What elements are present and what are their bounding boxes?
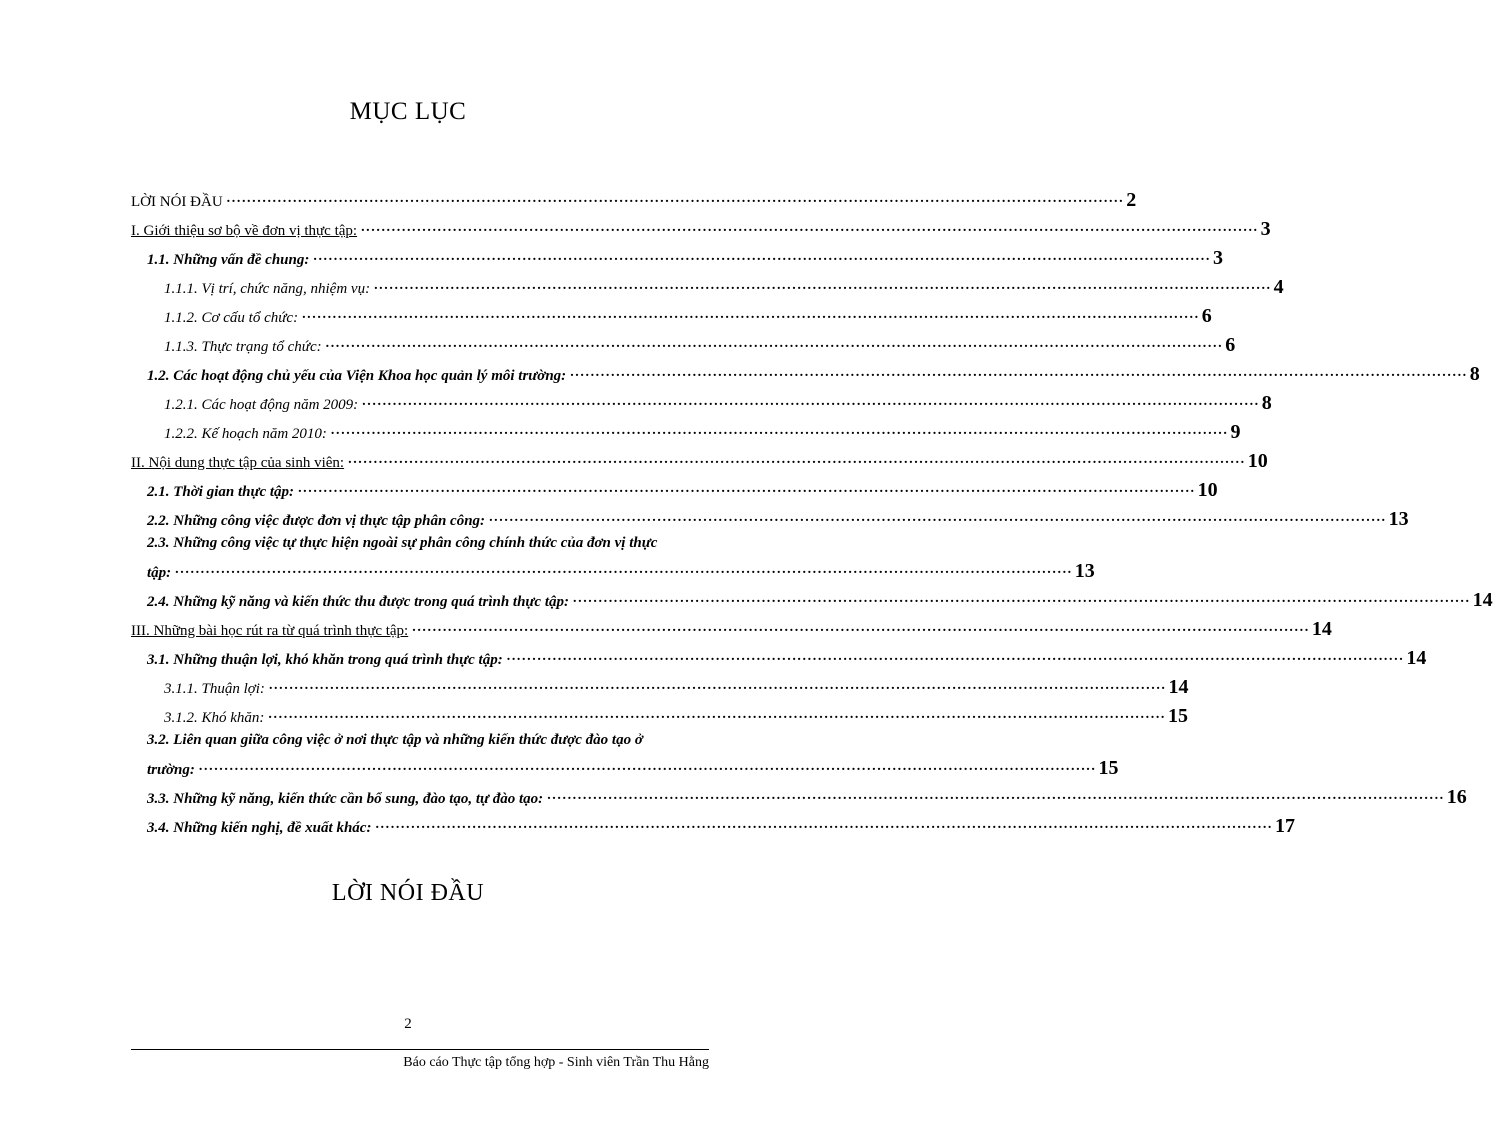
toc-entry-text-line1: 2.3. Những công việc tự thực hiện ngoài sự phân công chính thức của đơn vị thực: [147, 535, 658, 551]
toc-page-number: 14: [1168, 676, 1189, 698]
toc-entry-text: 2.2. Những công việc được đơn vị thực tập phân công:: [147, 513, 486, 529]
toc-entry-text: 1.1.2. Cơ cấu tổ chức:: [164, 310, 299, 326]
toc-entry-3-4[interactable]: [131, 808, 1296, 837]
dot-leader: [199, 759, 1097, 775]
dot-leader: [507, 649, 1405, 665]
toc-entry-loi-noi-dau[interactable]: [131, 182, 1137, 211]
toc-entry-part-2[interactable]: [131, 443, 1268, 472]
dot-leader: [547, 788, 1445, 804]
toc-title: MỤC LỤC: [349, 98, 467, 125]
dot-leader: [362, 394, 1260, 410]
toc-page-number: 15: [1098, 757, 1119, 779]
dot-leader: [573, 591, 1471, 607]
dot-leader: [361, 220, 1259, 236]
toc-page-number: 10: [1197, 479, 1218, 501]
toc-entry-text: II. Nội dung thực tập của sinh viên:: [131, 455, 345, 471]
toc-page-number: 3: [1260, 218, 1271, 240]
toc-entry-1-1-1[interactable]: [131, 269, 1284, 298]
toc-entry-text-line2: trường:: [147, 762, 195, 778]
dot-leader: [412, 620, 1310, 636]
toc-entry-text-line2: tập:: [147, 565, 172, 581]
dot-leader: [326, 336, 1224, 352]
toc-entry-1-2-1[interactable]: [131, 385, 1272, 414]
dot-leader: [298, 481, 1196, 497]
toc-page-number: 3: [1212, 247, 1223, 269]
toc-entry-2-2[interactable]: [131, 501, 1409, 530]
toc-page-number: 6: [1225, 334, 1236, 356]
dot-leader: [570, 365, 1468, 381]
toc-page-number: 16: [1446, 786, 1467, 808]
toc-page-number: 15: [1168, 705, 1189, 727]
toc-entry-text: 2.1. Thời gian thực tập:: [147, 484, 295, 500]
toc-page-number: 6: [1201, 305, 1212, 327]
dot-leader: [348, 452, 1246, 468]
toc-page-number: 8: [1469, 363, 1480, 385]
dot-leader: [374, 278, 1272, 294]
toc-entry-text: 1.1. Những vấn đề chung:: [147, 252, 310, 268]
toc-entry-text-line1: 3.2. Liên quan giữa công việc ở nơi thực tập và những kiến thức được đào tạo ở: [147, 732, 643, 748]
toc-entry-1-2-2[interactable]: [131, 414, 1241, 443]
dot-leader: [227, 191, 1125, 207]
section-heading: LỜI NÓI ĐẦU: [331, 880, 485, 906]
toc-entry-text: III. Những bài học rút ra từ quá trình thực tập:: [131, 623, 409, 639]
toc-entry-text: 1.2.1. Các hoạt động năm 2009:: [164, 397, 359, 413]
toc-entry-1-2[interactable]: [131, 356, 1480, 385]
dot-leader: [175, 562, 1073, 578]
toc-entry-2-1[interactable]: [131, 472, 1218, 501]
toc-entry-text: 1.1.3. Thực trạng tổ chức:: [164, 339, 322, 355]
toc-entry-2-3[interactable]: [131, 530, 1095, 582]
toc-page-number: 2: [1126, 189, 1137, 211]
toc-page-number: 14: [1406, 647, 1427, 669]
toc-entry-text: LỜI NÓI ĐẦU: [131, 194, 223, 210]
toc-page-number: 17: [1275, 815, 1296, 837]
toc-entry-text: 2.4. Những kỹ năng và kiến thức thu được trong quá trình thực tập:: [147, 594, 569, 610]
toc-page-number: 8: [1261, 392, 1272, 414]
toc-entry-text: 1.2. Các hoạt động chủ yếu của Viện Khoa học quản lý môi trường:: [147, 368, 567, 384]
dot-leader: [489, 510, 1387, 526]
dot-leader: [331, 423, 1229, 439]
toc-entry-3-3[interactable]: [131, 779, 1467, 808]
toc-entry-part-1[interactable]: [131, 211, 1271, 240]
toc-entry-text: 3.3. Những kỹ năng, kiến thức cần bổ sung, đào tạo, tự đào tạo:: [147, 791, 544, 807]
footer-text: Báo cáo Thực tập tổng hợp - Sinh viên Trần Thu Hằng: [403, 1055, 709, 1070]
toc-entry-1-1-2[interactable]: [131, 298, 1212, 327]
toc-entry-1-1-3[interactable]: [131, 327, 1236, 356]
toc-entry-3-1-2[interactable]: [131, 698, 1189, 727]
page-number: 2: [404, 1016, 412, 1032]
toc-entry-3-2[interactable]: [131, 727, 1119, 779]
toc-entry-1-1[interactable]: [131, 240, 1223, 269]
toc-entry-text: 3.1.1. Thuận lợi:: [164, 681, 265, 697]
toc-entry-3-1[interactable]: [131, 640, 1427, 669]
toc-entry-text: 1.2.2. Kế hoạch năm 2010:: [164, 426, 327, 442]
table-of-contents: [131, 182, 1493, 837]
toc-page-number: 10: [1247, 450, 1268, 472]
toc-entry-part-3[interactable]: [131, 611, 1332, 640]
dot-leader: [268, 707, 1166, 723]
dot-leader: [269, 678, 1167, 694]
toc-entry-text: 3.1.2. Khó khăn:: [164, 710, 265, 726]
toc-page-number: 14: [1311, 618, 1332, 640]
dot-leader: [313, 249, 1211, 265]
toc-entry-text: 1.1.1. Vị trí, chức năng, nhiệm vụ:: [164, 281, 371, 297]
dot-leader: [302, 307, 1200, 323]
toc-entry-text: 3.4. Những kiến nghị, đề xuất khác:: [147, 820, 372, 836]
dot-leader: [375, 817, 1273, 833]
footer-divider: [131, 1049, 709, 1050]
toc-page-number: 14: [1472, 589, 1493, 611]
toc-entry-text: 3.1. Những thuận lợi, khó khăn trong quá trình thực tập:: [147, 652, 503, 668]
toc-page-number: 9: [1230, 421, 1241, 443]
toc-entry-2-4[interactable]: [131, 582, 1493, 611]
toc-page-number: 13: [1388, 508, 1409, 530]
toc-page-number: 13: [1074, 560, 1095, 582]
toc-entry-text: I. Giới thiệu sơ bộ về đơn vị thực tập:: [131, 223, 358, 239]
toc-page-number: 4: [1273, 276, 1284, 298]
toc-entry-3-1-1[interactable]: [131, 669, 1189, 698]
